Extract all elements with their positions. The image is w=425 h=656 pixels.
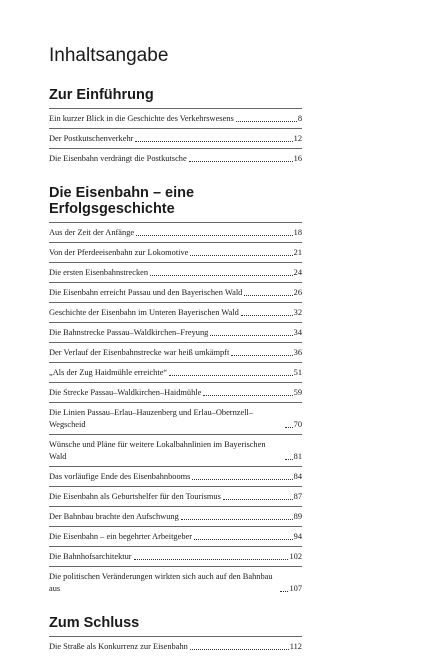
page-number: 81	[293, 452, 302, 461]
dot-leader	[194, 539, 293, 540]
page-title: Inhaltsangabe	[49, 45, 169, 66]
entry-title: Wünsche und Pläne für weitere Lokalbahnlinien im Bayerischen Wald	[49, 440, 266, 461]
entry-title: Die Eisenbahn – ein begehrter Arbeitgeber	[49, 532, 193, 541]
dot-leader	[231, 355, 292, 356]
dot-leader	[241, 315, 293, 316]
dot-leader	[285, 459, 293, 460]
toc-entry	[49, 242, 302, 262]
entry-title: Die Bahnhofsarchitektur	[49, 552, 132, 561]
entry-title: Der Bahnbau brachte den Aufschwung	[49, 512, 179, 521]
entry-title: Die politischen Veränderungen wirkten sich auch auf den Bahnbau aus	[49, 572, 273, 593]
page-number: 59	[293, 388, 302, 397]
toc-entry	[49, 382, 302, 402]
page-number: 94	[293, 532, 302, 541]
page-number: 70	[293, 420, 302, 429]
entry-title: Geschichte der Eisenbahn im Unteren Bayerischen Wald	[49, 308, 239, 317]
toc-entry	[49, 566, 302, 598]
page-number: 34	[293, 328, 302, 337]
toc-entry-list	[49, 636, 302, 656]
toc-entry	[49, 466, 302, 486]
dot-leader	[190, 649, 289, 650]
toc-entry	[49, 282, 302, 302]
toc-section	[49, 615, 302, 656]
dot-leader	[223, 499, 293, 500]
dot-leader	[169, 375, 292, 376]
entry-title: Aus der Zeit der Anfänge	[49, 228, 135, 237]
toc-entry	[49, 546, 302, 566]
page-number: 24	[293, 268, 302, 277]
page-number: 107	[289, 584, 302, 593]
toc-entry	[49, 262, 302, 282]
dot-leader	[244, 295, 292, 296]
toc-entry	[49, 402, 302, 434]
entry-title: Das vorläufige Ende des Eisenbahnbooms	[49, 472, 191, 481]
dot-leader	[203, 395, 292, 396]
entry-title: „Als der Zug Haidmühle erreichte“	[49, 368, 168, 377]
entry-title: Die ersten Eisenbahnstrecken	[49, 268, 149, 277]
section-heading: Zur Einführung	[49, 87, 154, 103]
dot-leader	[210, 335, 292, 336]
table-of-contents	[49, 45, 302, 656]
dot-leader	[190, 255, 292, 256]
page-number: 84	[293, 472, 302, 481]
toc-entry-list	[49, 222, 302, 598]
toc-entry	[49, 342, 302, 362]
toc-section	[49, 87, 302, 168]
dot-leader	[236, 121, 297, 122]
dot-leader	[192, 479, 292, 480]
toc-entry	[49, 506, 302, 526]
dot-leader	[189, 161, 293, 162]
entry-title: Die Strecke Passau–Waldkirchen–Haidmühle	[49, 388, 202, 397]
toc-entry	[49, 128, 302, 148]
entry-title: Die Bahnstrecke Passau–Waldkirchen–Freyung	[49, 328, 209, 337]
entry-title: Ein kurzer Blick in die Geschichte des Verkehrswesens	[49, 114, 234, 123]
page-number: 16	[293, 154, 302, 163]
dot-leader	[285, 427, 293, 428]
dot-leader	[150, 275, 293, 276]
entry-title: Die Eisenbahn verdrängt die Postkutsche	[49, 154, 187, 163]
toc-entry	[49, 108, 302, 128]
page-number: 18	[293, 228, 302, 237]
dot-leader	[181, 519, 293, 520]
entry-title: Der Verlauf der Eisenbahnstrecke war heiß umkämpft	[49, 348, 230, 357]
toc-entry	[49, 526, 302, 546]
page-number: 32	[293, 308, 302, 317]
page-number: 12	[293, 134, 302, 143]
entry-title: Von der Pferdeeisenbahn zur Lokomotive	[49, 248, 189, 257]
page-number: 8	[297, 114, 302, 123]
entry-title: Die Eisenbahn erreicht Passau und den Bayerischen Wald	[49, 288, 243, 297]
page-number: 36	[293, 348, 302, 357]
toc-entry	[49, 302, 302, 322]
entry-title: Die Straße als Konkurrenz zur Eisenbahn	[49, 642, 188, 651]
page-number: 87	[293, 492, 302, 501]
page-number: 21	[293, 248, 302, 257]
section-heading: Die Eisenbahn – eine Erfolgsgeschichte	[49, 185, 195, 217]
toc-entry	[49, 148, 302, 168]
toc-entry	[49, 222, 302, 242]
toc-entry	[49, 322, 302, 342]
section-heading: Zum Schluss	[49, 615, 140, 631]
page-number: 89	[293, 512, 302, 521]
dot-leader	[135, 141, 292, 142]
page-number: 102	[289, 552, 302, 561]
page-number: 112	[289, 642, 302, 651]
toc-section	[49, 185, 302, 598]
toc-entry	[49, 486, 302, 506]
dot-leader	[136, 235, 293, 236]
toc-entry	[49, 362, 302, 382]
entry-title: Die Eisenbahn als Geburtshelfer für den Tourismus	[49, 492, 221, 501]
toc-entry-list	[49, 108, 302, 168]
toc-entry	[49, 434, 302, 466]
dot-leader	[134, 559, 289, 560]
toc-entry	[49, 636, 302, 656]
page-number: 26	[293, 288, 302, 297]
entry-title: Der Postkutschenverkehr	[49, 134, 134, 143]
entry-title: Die Linien Passau–Erlau–Hauzenberg und Erlau–Obernzell–Wegscheid	[49, 408, 254, 429]
dot-leader	[280, 591, 288, 592]
page-number: 51	[293, 368, 302, 377]
